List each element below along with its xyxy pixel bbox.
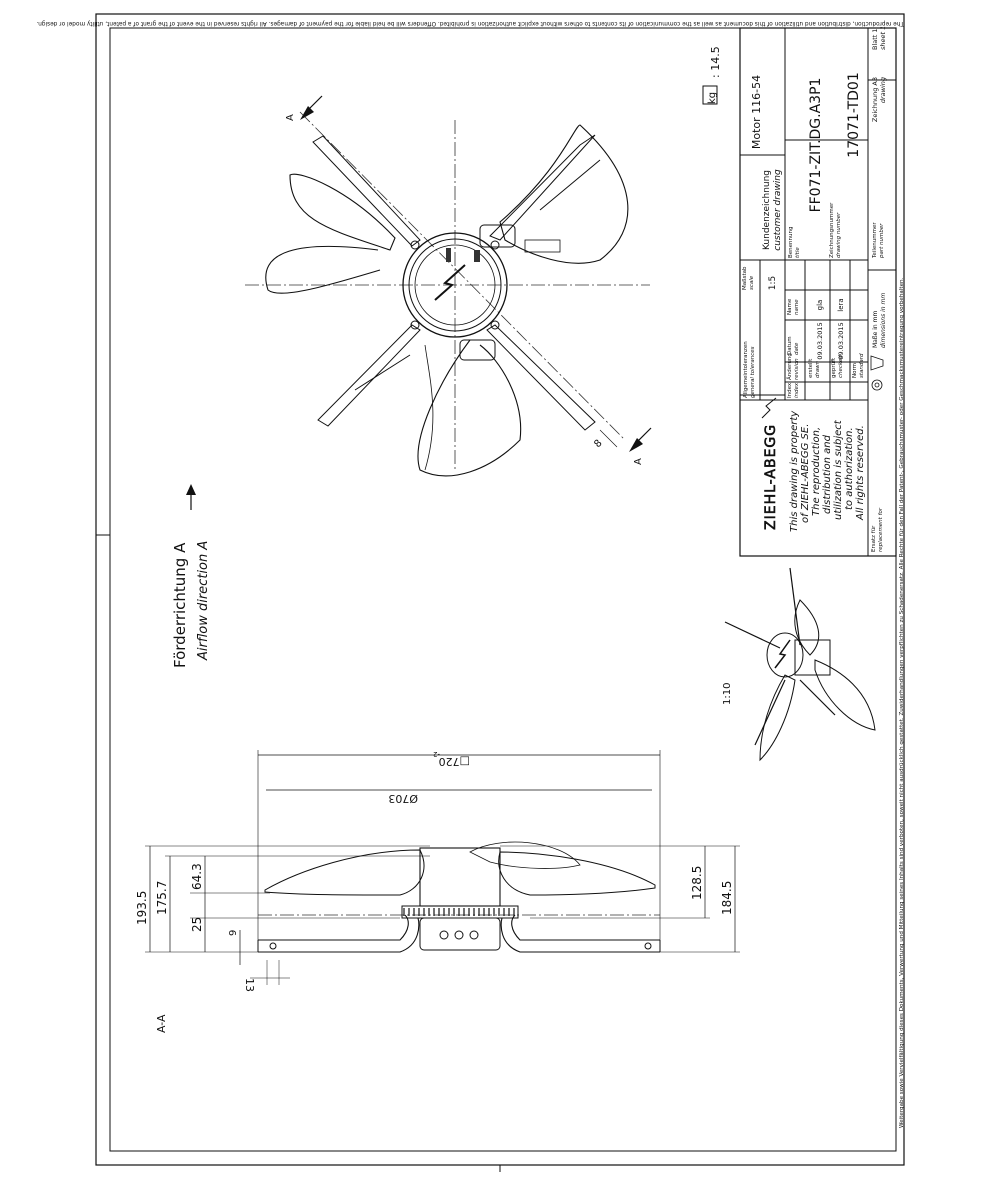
drawn-label-de: erstellt — [808, 358, 814, 378]
units-de: Maße in mm — [872, 310, 879, 348]
fan-section-view — [135, 750, 740, 1033]
svg-text:A: A — [633, 458, 644, 465]
svg-text:All rights reserved.: All rights reserved. — [855, 425, 866, 520]
drawn-date: 09.03.2015 — [816, 322, 824, 360]
dim-8: 8 — [592, 437, 605, 451]
dim-128-5: 128.5 — [690, 865, 704, 900]
fan-isometric-view — [722, 568, 875, 760]
airflow-direction-de: Förderrichtung A — [171, 542, 189, 668]
checked-date: 09.03.2015 — [837, 322, 845, 360]
svg-text:ZIEHL-ABEGG: ZIEHL-ABEGG — [763, 423, 779, 530]
checked-label-en: checked — [838, 355, 844, 378]
weight-indicator — [703, 46, 722, 104]
weight-value: : 14.5 — [709, 46, 722, 78]
drawing-number: 17071-TD01 — [846, 72, 862, 158]
checked-name: lera — [837, 298, 845, 312]
property-notice — [789, 410, 866, 532]
svg-text:This drawing is property: This drawing is property — [789, 410, 800, 532]
dim-64-3: 64.3 — [190, 863, 204, 890]
svg-text:to authorization.: to authorization. — [844, 427, 855, 510]
drawing-no-label-en: drawing number — [836, 212, 842, 258]
norm-label-de: Norm — [852, 362, 858, 378]
revision-label-de: Änderung — [787, 353, 793, 380]
scale-label-en: scale — [749, 275, 755, 290]
sheet-format-de: Zeichnung A3 — [871, 77, 879, 123]
norm-label-en: standard — [859, 353, 865, 378]
dim-720-tolerance: -2 — [433, 750, 440, 758]
replacement-en: replacement for — [878, 507, 884, 552]
legal-notice-right: Weitergabe sowie Vervielfältigung dieses Dokuments, Verwertung und Mitteilung seines Inhalts sind verboten, soweit nicht ausdrücklich gestattet. Zuwiderhandlungen verpflichten zu Schadenersatz. Alle Rechte für den Fall der Patent-, Gebrauchsmuster- oder Geschmacksmustereintragung vorbehalten. — [899, 277, 905, 1128]
sheet-format-en: drawing — [879, 77, 887, 104]
drawing-no-label-de: Zeichnungsnummer — [829, 202, 835, 258]
iso-scale: 1:10 — [722, 682, 733, 705]
scale-label-de: Maßstab — [742, 266, 748, 290]
title-label-de: Benennung — [788, 226, 794, 258]
airflow-direction-en: Airflow direction A — [196, 540, 211, 660]
dim-13: 13 — [243, 978, 256, 992]
dim-9: 9 — [228, 929, 239, 936]
projection-symbol-icon — [871, 356, 883, 390]
tolerances-en: general tolerances — [750, 346, 756, 398]
legal-notice-top: The reproduction, distribution and utilization of this document as well as the communication of its contents to others without explicit authorization is prohibited. Offenders will be held liable for the payment of damages. All rights reserved in the event of the grant of a patent, utility model or design. — [36, 20, 904, 26]
name-label-de: Name — [787, 298, 793, 315]
name-label-en: name — [794, 299, 800, 315]
sheet-de: Blatt 1 — [871, 28, 879, 50]
weight-unit: kg — [707, 91, 718, 104]
lightning-logo-icon — [435, 265, 465, 300]
revision-label-en: revision — [794, 358, 800, 380]
svg-text:The reproduction,: The reproduction, — [811, 426, 822, 516]
drawing-type-de: Kundenzeichnung — [762, 169, 772, 251]
dim-703: Ø703 — [388, 792, 418, 805]
section-arrow-bottom — [629, 428, 651, 465]
title-block — [740, 26, 896, 556]
svg-text:A: A — [285, 114, 296, 121]
drawn-label-en: drawn — [815, 360, 821, 378]
index-label-de: Index — [787, 382, 793, 398]
tolerances-de: Allgemeintoleranzen — [743, 341, 749, 398]
date-label-en: date — [794, 342, 800, 355]
fan-front-view — [245, 96, 651, 476]
drawing-type-en: customer drawing — [773, 169, 783, 251]
section-label: A-A — [155, 1014, 168, 1033]
dim-720: □720 — [438, 755, 470, 768]
section-arrow-top — [285, 96, 322, 121]
replacement-de: Ersatz für — [871, 525, 877, 552]
ziehl-abegg-logo — [762, 398, 779, 530]
sheet-en: sheet 1 — [879, 25, 887, 50]
units-en: dimensions in mm — [880, 292, 887, 348]
airflow-arrow-icon — [186, 484, 196, 510]
drawing-title: FF071-ZIT.DG.A3P1 — [808, 77, 824, 213]
svg-text:of ZIEHL-ABEGG SE.: of ZIEHL-ABEGG SE. — [800, 423, 811, 523]
dim-184-5: 184.5 — [720, 880, 734, 915]
scale-value: 1:5 — [768, 275, 778, 291]
dim-25: 25 — [190, 916, 204, 932]
motor-label: Motor 116-54 — [750, 74, 763, 150]
index-label-en: index — [794, 382, 800, 398]
svg-text:distribution and: distribution and — [822, 435, 833, 514]
checked-label-de: geprüft — [831, 357, 837, 378]
part-no-label-de: Teilenummer — [872, 222, 878, 258]
date-label-de: Datum — [787, 336, 793, 355]
svg-text:utilization is subject: utilization is subject — [833, 420, 844, 520]
drawn-name: gla — [816, 299, 824, 311]
part-no-label-en: part number — [879, 223, 885, 258]
dim-175-7: 175.7 — [155, 880, 169, 915]
dim-193-5: 193.5 — [135, 890, 149, 925]
title-label-en: title — [795, 247, 801, 258]
